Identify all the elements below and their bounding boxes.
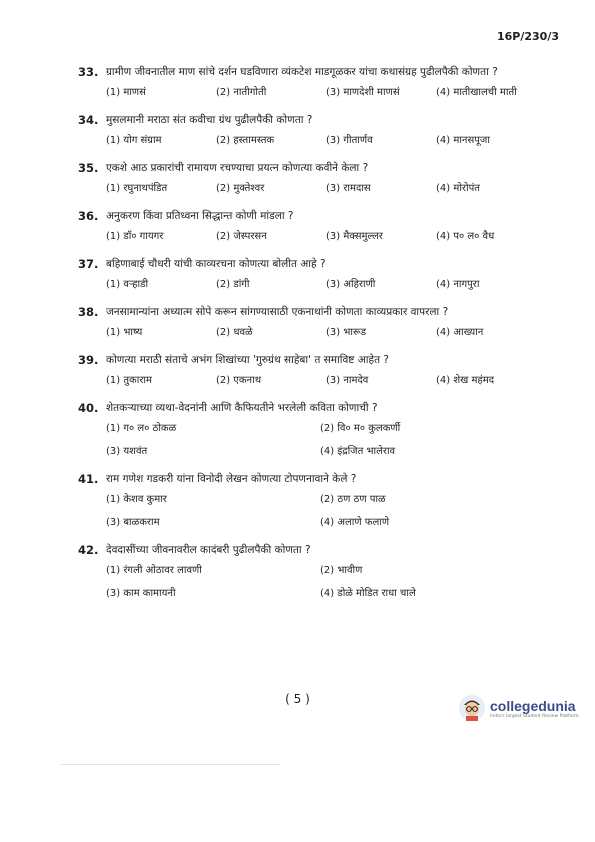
question-39 xyxy=(78,352,558,388)
option-3: (3) गीतार्णव xyxy=(326,135,373,146)
question-text: राम गणेश गडकरी यांना विनोदी लेखन कोणत्या टोपणनावाने केले ? xyxy=(106,473,357,485)
question-number: 38. xyxy=(78,305,99,319)
option-3: (3) यशवंत xyxy=(106,446,148,457)
question-41 xyxy=(78,471,558,530)
options xyxy=(106,181,558,196)
option-4: (4) नागपुरा xyxy=(436,279,480,290)
option-1: (1) ग० ल० ठोकळ xyxy=(106,423,177,434)
option-4: (4) शेख महंमद xyxy=(436,375,495,386)
option-1: (1) माणसं xyxy=(106,87,146,98)
logo-tagline: India's largest Student Review Platform xyxy=(490,713,579,719)
options xyxy=(106,277,558,292)
option-1: (1) केशव कुमार xyxy=(106,494,167,505)
option-2: (2) मुक्तेश्वर xyxy=(216,183,265,194)
question-text: अनुकरण किंवा प्रतिध्वना सिद्धान्त कोणी मांडला ? xyxy=(106,210,294,222)
question-number: 34. xyxy=(78,113,99,127)
option-1: (1) योग संग्राम xyxy=(106,135,162,146)
option-2: (2) ठण ठण पाळ xyxy=(320,494,386,505)
option-4: (4) मोरोपंत xyxy=(436,183,480,194)
option-2: (2) धवळे xyxy=(216,327,253,338)
options xyxy=(106,133,558,148)
collegedunia-logo xyxy=(458,694,579,722)
option-1: (1) तुकाराम xyxy=(106,375,152,386)
options xyxy=(106,85,558,100)
page-number: ( 5 ) xyxy=(285,692,310,706)
question-33 xyxy=(78,64,558,100)
logo-brand: collegedunia xyxy=(490,697,576,714)
option-1: (1) रघुनाथपंडित xyxy=(106,183,168,194)
option-3: (3) रामदास xyxy=(326,183,371,194)
option-4: (4) प० ल० वैध xyxy=(436,231,495,242)
question-text: बहिणाबाई चौधरी यांची काव्यरचना कोणत्या बोलीत आहे ? xyxy=(106,258,326,270)
option-2: (2) वि० म० कुलकर्णी xyxy=(320,423,401,434)
paper-code: 16P/230/3 xyxy=(496,30,559,43)
question-40 xyxy=(78,400,558,459)
mascot-icon xyxy=(458,694,486,722)
scan-artifact-line xyxy=(60,764,280,765)
option-2: (2) भावीण xyxy=(320,565,363,576)
options xyxy=(106,229,558,244)
option-2: (2) हस्तामस्तक xyxy=(216,135,275,146)
question-37 xyxy=(78,256,558,292)
logo-text xyxy=(490,698,579,719)
option-3: (3) माणदेशी माणसं xyxy=(326,87,400,98)
options xyxy=(106,373,558,388)
question-text: एकशे आठ प्रकारांची रामायण रचण्याचा प्रयत्न कोणत्या कवीने केला ? xyxy=(106,162,369,174)
options xyxy=(106,492,558,530)
option-1: (1) भाष्य xyxy=(106,327,143,338)
option-4: (4) मातीखालची माती xyxy=(436,87,517,98)
option-1: (1) डॉ० गायगर xyxy=(106,231,164,242)
question-number: 33. xyxy=(78,65,99,79)
question-number: 37. xyxy=(78,257,99,271)
option-4: (4) इंद्रजित भालेराव xyxy=(320,446,396,457)
question-number: 40. xyxy=(78,401,99,415)
question-text: ग्रामीण जीवनातील माण सांचे दर्शन घडविणारा व्यंकटेश माडगूळकर यांचा कथासंग्रह पुढीलपैकी कोणता ? xyxy=(106,66,498,78)
question-36 xyxy=(78,208,558,244)
option-2: (2) एकनाथ xyxy=(216,375,262,386)
option-3: (3) बाळकराम xyxy=(106,517,160,528)
question-number: 41. xyxy=(78,472,99,486)
question-38 xyxy=(78,304,558,340)
question-text: मुसलमानी मराठा संत कवीचा ग्रंथ पुढीलपैकी कोणता ? xyxy=(106,114,313,126)
question-text: जनसामान्यांना अध्यात्म सोपे करून सांगण्यासाठी एकनाथांनी कोणता काव्यप्रकार वापरला ? xyxy=(106,306,449,318)
question-list xyxy=(78,64,558,613)
option-4: (4) आख्यान xyxy=(436,327,484,338)
question-text: शेतकऱ्याच्या व्यथा-वेदनांनी आणि कैफियतीने भरलेली कविता कोणाची ? xyxy=(106,402,378,414)
option-3: (3) अहिराणी xyxy=(326,279,376,290)
option-4: (4) डोळे मोडित राधा चाले xyxy=(320,588,416,599)
question-42 xyxy=(78,542,558,601)
question-number: 42. xyxy=(78,543,99,557)
question-text: देवदासींच्या जीवनावरील कादंबरी पुढीलपैकी कोणता ? xyxy=(106,544,311,556)
option-3: (3) भारूड xyxy=(326,327,367,338)
option-1: (1) वऱ्हाडी xyxy=(106,279,149,290)
option-3: (3) मैक्समुल्लर xyxy=(326,231,383,242)
options xyxy=(106,563,558,601)
question-number: 35. xyxy=(78,161,99,175)
option-2: (2) नातीगोती xyxy=(216,87,267,98)
question-34 xyxy=(78,112,558,148)
options xyxy=(106,325,558,340)
question-number: 39. xyxy=(78,353,99,367)
option-4: (4) मानसपूजा xyxy=(436,135,490,146)
question-number: 36. xyxy=(78,209,99,223)
options xyxy=(106,421,558,459)
option-4: (4) अलाणे फलाणे xyxy=(320,517,390,528)
option-2: (2) जेस्परसन xyxy=(216,231,267,242)
question-text: कोणत्या मराठी संताचे अभंग शिखांच्या 'गुरुग्रंथ साहेबा' त समाविष्ट आहेत ? xyxy=(106,354,389,366)
option-3: (3) काम कामायनी xyxy=(106,588,176,599)
option-3: (3) नामदेव xyxy=(326,375,369,386)
option-1: (1) रंगली ओठावर लावणी xyxy=(106,565,202,576)
option-2: (2) डांगी xyxy=(216,279,250,290)
question-35 xyxy=(78,160,558,196)
